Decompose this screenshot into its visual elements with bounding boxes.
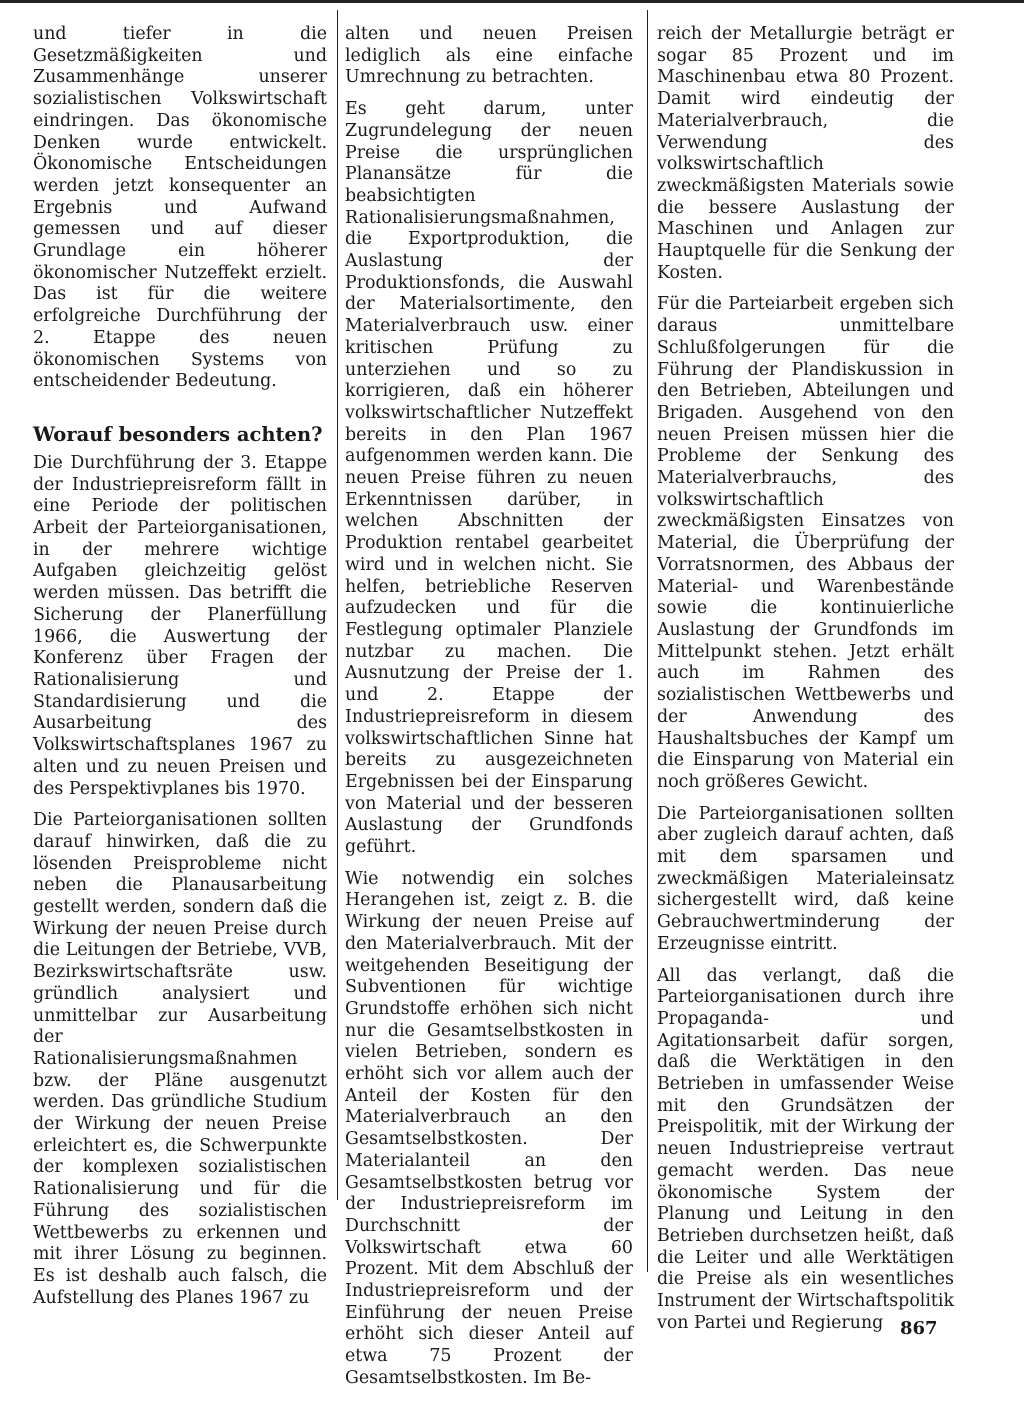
paragraph: Es geht darum, unter Zugrundelegung der neuen Preise die ursprünglichen Planansätze für die beabsichtigten Rationalisierungsmaßnahmen, die Exportproduktion, die Auslastung der Produktionsfonds, die Auswahl der Materialsortimente, den Materialverbrauch usw. einer kritischen Prüfung zu unterziehen und so zu korrigieren, daß ein höherer volkswirtschaftlicher Nutzeffekt bereits in den Plan 1967 aufgenommen werden kann. Die neuen Preise führen zu neuen Erkenntnissen darüber, in welchen Abschnitten der Produktion rentabel gearbeitet wird und in welchen nicht. Sie helfen, betriebliche Reserven aufzudecken und für die Festlegung optimaler Planziele nutzbar zu machen. Die Ausnutzung der Preise der 1. und 2. Etappe der Industriepreisreform in diesem volkswirtschaftlichen Sinne hat bereits zu ausgezeichneten Ergebnissen bei der Einsparung von Material und der besseren Auslastung der Grundfonds geführt. <box>345 99 633 858</box>
paragraph: alten und neuen Preisen lediglich als eine einfache Umrechnung zu betrachten. <box>345 24 633 88</box>
paragraph: Die Parteiorganisationen sollten aber zugleich darauf achten, daß mit dem sparsamen und zweckmäßigen Materialeinsatz sichergestellt wird, daß keine Gebrauchwertminderung der Erzeugnisse eintritt. <box>657 803 954 954</box>
paragraph: Die Durchführung der 3. Etappe der Industriepreisreform fällt in eine Periode der politischen Arbeit der Parteiorganisationen, in der mehrere wichtige Aufgaben gleichzeitig gelöst werden müssen. Das betrifft die Sicherung der Planerfüllung 1966, die Auswertung der Konferenz über Fragen der Rationalisierung und Standardisierung und die Ausarbeitung des Volkswirtschaftsplanes 1967 zu alten und zu neuen Preisen und des Perspektivplanes bis 1970. <box>33 452 327 799</box>
text-column-3 <box>657 24 954 1344</box>
column-divider-1 <box>337 10 338 1200</box>
section-heading: Worauf besonders achten? <box>33 422 323 446</box>
paragraph: reich der Metallurgie beträgt er sogar 85 Prozent und im Maschinenbau etwa 80 Prozent. Damit wird eindeutig der Materialverbrauch, die Verwendung des volkswirtschaftlich zweckmäßigsten Materials sowie die bessere Auslastung der Maschinen und Anlagen zur Hauptquelle für die Senkung der Kosten. <box>657 24 954 283</box>
paragraph: All das verlangt, daß die Parteiorganisationen durch ihre Propaganda- und Agitationsarbeit dafür sorgen, daß die Werktätigen in den Betrieben in umfassender Weise mit den Grundsätzen der Preispolitik, mit der Wirkung der neuen Industriepreise vertraut gemacht werden. Das neue ökonomische System der Planung und Leitung in den Betrieben durchsetzen heißt, daß die Leiter und alle Werktätigen die Preise als ein wesentliches Instrument der Wirtschaftspolitik von Partei und Regierung <box>657 965 954 1333</box>
paragraph: Die Parteiorganisationen sollten darauf hinwirken, daß die zu lösenden Preisprobleme nicht neben die Planausarbeitung gestellt werden, sondern daß die Wirkung der neuen Preise durch die Leitungen der Betriebe, VVB, Bezirkswirtschaftsräte usw. gründlich analysiert und unmittelbar zur Ausarbeitung der Rationalisierungsmaßnahmen bzw. der Pläne ausgenutzt werden. Das gründliche Studium der Wirkung der neuen Preise erleichtert es, die Schwerpunkte der komplexen sozialistischen Rationalisierung und für die Führung des sozialistischen Wettbewerbs zu erkennen und mit ihrer Lösung zu beginnen. Es ist deshalb auch falsch, die Aufstellung des Planes 1967 zu <box>33 810 327 1308</box>
text-column-1 <box>33 24 327 1319</box>
page-number: 867 <box>900 1318 938 1339</box>
column-divider-2 <box>647 10 648 1272</box>
paragraph: Wie notwendig ein solches Herangehen ist, zeigt z. B. die Wirkung der neuen Preise auf den Materialverbrauch. Mit der weitgehenden Beseitigung der Subventionen für wichtige Grundstoffe erhöhen sich nicht nur die Gesamtselbstkosten in vielen Betrieben, sondern es erhöht sich vor allem auch der Anteil der Kosten für den Materialverbrauch an den Gesamtselbstkosten. Der Materialanteil an den Gesamtselbstkosten betrug vor der Industriepreisreform im Durchschnitt der Volkswirtschaft etwa 60 Prozent. Mit dem Abschluß der Industriepreisreform und der Einführung der neuen Preise erhöht sich dieser Anteil auf etwa 75 Prozent der Gesamtselbstkosten. Im Be- <box>345 868 633 1388</box>
top-rule <box>0 0 1024 3</box>
paragraph-intro: und tiefer in die Gesetzmäßigkeiten und Zusammenhänge unserer sozialistischen Volkswirtschaft eindringen. Das ökonomische Denken wurde entwickelt. Ökonomische Entscheidungen werden jetzt konsequenter an Ergebnis und Aufwand gemessen und auf dieser Grundlage ein höherer ökonomischer Nutzeffekt erzielt. Das ist für die weitere erfolgreiche Durchführung der 2. Etappe des neuen ökonomischen Systems von entscheidender Bedeutung. <box>33 24 327 392</box>
text-column-2 <box>345 24 633 1400</box>
paragraph: Für die Parteiarbeit ergeben sich daraus unmittelbare Schlußfolgerungen für die Führung der Plandiskussion in den Betrieben, Abteilungen und Brigaden. Ausgehend von den neuen Preisen müssen hier die Probleme der Senkung des Materialverbrauchs, des volkswirtschaftlich zweckmäßigsten Einsatzes von Material, die Überprüfung der Vorratsnormen, des Abbaus der Material- und Warenbestände sowie die kontinuierliche Auslastung der Grundfonds im Mittelpunkt stehen. Jetzt erhält auch im Rahmen des sozialistischen Wettbewerbs und der Anwendung des Haushaltsbuches der Kampf um die Einsparung von Material ein noch größeres Gewicht. <box>657 294 954 792</box>
